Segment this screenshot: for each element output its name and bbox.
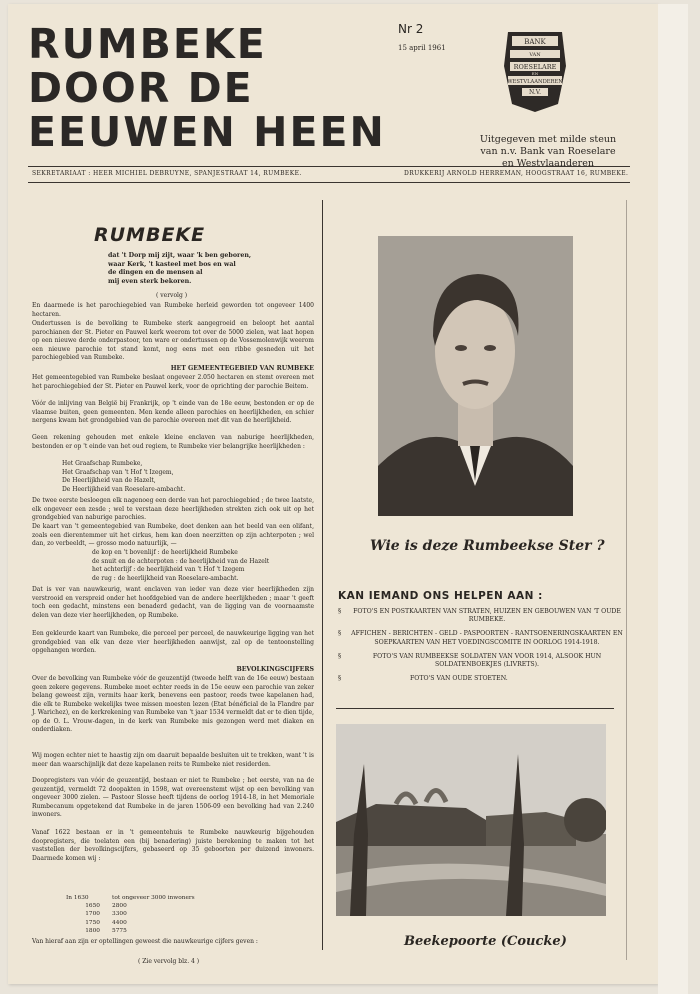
- logo-text-bank: BANK: [524, 38, 546, 46]
- photo-caption: Beekepoorte (Coucke): [404, 934, 567, 949]
- help-item-text: FOTO'S EN POSTKAARTEN VAN STRATEN, HUIZEN EN GEBOUWEN VAN 'T OUDE RUMBEKE.: [353, 608, 621, 624]
- map-line: het achterlijf : de heerlijkheid van 't Hof 't Izegem: [92, 566, 245, 573]
- help-item-text: FOTO'S VAN RUMBEEKSE SOLDATEN VAN VOOR 1914, ALSOOK HUN SOLDATENBOEKJES (LIVRETS).: [372, 652, 602, 669]
- article-title: RUMBEKE: [94, 224, 206, 246]
- logo-text-en: EN: [531, 71, 539, 76]
- help-item: [338, 675, 624, 683]
- help-request-title: KAN IEMAND ONS HELPEN AAN :: [338, 590, 543, 602]
- motto-line: mij even sterk bekoren.: [108, 277, 192, 285]
- help-item: [338, 608, 624, 624]
- motto-line: dat 't Dorp mij zijt, waar 'k ben geboren,: [108, 252, 252, 259]
- beekepoorte-photo: [336, 724, 606, 916]
- article-motto: [108, 252, 251, 286]
- help-item: [338, 653, 624, 669]
- masthead-line-3: EEUWEN HEEN: [28, 108, 386, 156]
- secretariat-address: SEKRETARIAAT : HEER MICHIEL DEBRUYNE, SPANJESTRAAT 14, RUMBEKE.: [32, 170, 302, 177]
- divider: [336, 708, 614, 709]
- publisher-line-1: Uitgegeven met milde steun: [479, 134, 617, 145]
- continued-on-page: ( Zie vervolg blz. 4 ): [138, 958, 200, 965]
- map-description: [92, 549, 269, 583]
- article-paragraph: Doopregisters van vóór de geuzentijd, bestaan er niet te Rumbeke ; het eerste, van na de geuzentijd, vermeldt 72 doopakten in 1598, wat overeenstemt wijst op een bevolking van ongeveer 3000 zielen. — Pastoor Slosse heeft tijdens de oorlog 1914-18, in het Memoriale Rumbecanum opgetekend dat Rumbeke in de jaren 1506-09 een bevolking had van 2.240 inwoners.: [32, 777, 314, 818]
- article-paragraph: Ondertussen is de bevolking te Rumbeke sterk aangegroeid en beloopt het aantal parochianen der St. Pieter en Pauwel kerk weerom tot over de 5000 zielen, wat laat hopen op een nieuwe derde onderpastoor, ten ware er ondertussen op de Vossemolenwijk weerom een nieuwe parochie tot stand komt, nog eens met een ribbe gesneden uit het parochiegebied van Rumbeke.: [32, 320, 314, 361]
- population-row: 1800 5775: [85, 927, 127, 934]
- help-item: [338, 630, 624, 646]
- map-line: de rug : de heerlijkheid van Roeselare-ambacht.: [92, 574, 239, 582]
- bank-logo: [500, 26, 570, 116]
- article-paragraph: Het gemeentegebied van Rumbeke beslaat ongeveer 2.050 hectaren en stemt overeen met het parochiegebied der St. Pieter en Pauwel kerk, voor de oprichting der parochie Beitem.: [32, 374, 314, 390]
- column-divider: [322, 200, 323, 950]
- help-item-text: AFFICHEN - BERICHTEN - GELD - PASPOORTEN - RANTSOENERINGSKAARTEN EN SOEPKAARTEN VAN HET VOEDINGSCOMITE IN OORLOG 1914-1918.: [351, 630, 623, 646]
- population-table: [66, 894, 195, 935]
- article-paragraph: Dat is ver van nauwkeurig, want enclaven van ieder van deze vier heerlijkheden zijn verstrooid en verspreid onder het hoofdgebied van de andere heerlijkheden ; maar 't geeft toch een gedacht, minstens een benaderd gedacht, van de ligging van de voornaamste delen van deze vier heerlijkheden, op Rumbeke.: [32, 586, 314, 619]
- article-paragraph: Over de bevolking van Rumbeke vóór de geuzentijd (tweede helft van de 16e eeuw) bestaan geen zekere gegevens. Rumbeke moet echter reeds in de 15e eeuw een parochie van zeker belang geweest zijn, vermits haar kerk, benevens een pastoor, reeds twee kapelanen had, die elk te Rumbeke wekelijks twee missen moesten lezen (Etat bénéficial de la Flandre par J. Warichez), en de kerkrekening van Rumbeke van 't jaar 1534 vermeldt dat er te dien tijde, op de O. L. Vrouw-dagen, in de kerk van Rumbeke mis gezongen werd met diaken en onderdiaken.: [32, 675, 314, 733]
- logo-text-nv: N.V.: [529, 89, 541, 96]
- help-request-list: [338, 608, 624, 689]
- article-paragraph: Een gekleurde kaart van Rumbeke, die perceel per perceel, de nauwkeurige ligging van het grondgebied van elk van deze vier heerlijkheden aanwijst, zal op de tentoonstelling opgehangen worden.: [32, 630, 314, 654]
- issue-date: 15 april 1961: [398, 44, 446, 52]
- logo-text-westvlaanderen: WESTVLAANDEREN: [507, 79, 563, 85]
- masthead-title: [28, 22, 438, 154]
- publisher-line-3: en Westvlaanderen: [502, 158, 594, 169]
- lordship-list: [62, 460, 185, 494]
- article-paragraph: En daarmede is het parochiegebied van Rumbeke herleid geworden tot ongeveer 1400 hectaren.: [32, 302, 314, 318]
- article-paragraph: Van hieraf aan zijn er optellingen geweest die nauwkeurige cijfers geven :: [32, 938, 258, 945]
- logo-text-van: VAN: [529, 52, 541, 58]
- portrait-photo: [378, 236, 573, 516]
- motto-line: de dingen en de mensen al: [108, 269, 203, 277]
- population-row: 1750 4400: [85, 919, 127, 926]
- help-item-text: FOTO'S VAN OUDE STOETEN.: [410, 675, 508, 683]
- article-paragraph: De kaart van 't gemeentegebied van Rumbeke, doet denken aan het beeld van een olifant, zoals een dierentemmer uit het cirkus, hem kan doen neerzitten op zijn achterpoten ; wel dan, zo verbeeldt, — grosso modo natuurlijk, —: [32, 523, 314, 547]
- section-heading: HET GEMEENTEGEBIED VAN RUMBEKE: [170, 365, 314, 372]
- masthead-line-1: RUMBEKE: [28, 20, 267, 68]
- article-paragraph: Vanaf 1622 bestaan er in 't gemeentehuis te Rumbeke nauwkeurig bijgehouden doopregisters, die toelaten een (bij benadering) juiste berekening te maken tot het vaststellen der bevolkingscijfers, gebaseerd op 35 geboorten per duizend inwoners. Daarmede komen wij :: [32, 829, 314, 862]
- page-edge-line: [626, 200, 627, 960]
- population-row: 1650 2800: [85, 903, 127, 910]
- printer-address: DRUKKERIJ ARNOLD HERREMAN, HOOGSTRAAT 16, RUMBEKE.: [404, 170, 629, 177]
- article-paragraph: Vóór de inlijving van België bij Frankrijk, op 't einde van de 18e eeuw, bestonden er op de vlaamse buiten, geen gemeenten. Men kende alleen parochies en heerlijkheden, en schier nergens kwam het grondgebied van de parochie overeen met dit van de heerlijkheid.: [32, 400, 314, 424]
- publisher-line-2: van n.v. Bank van Roeselare: [480, 146, 616, 157]
- map-line: de kop en 't bovenlijf : de heerlijkheid Rumbeke: [92, 549, 238, 556]
- lordship-item: De Heerlijkheid van Roeselare-ambacht.: [62, 485, 186, 493]
- section-mark-icon: §: [338, 675, 342, 683]
- publisher-note: [468, 134, 628, 170]
- motto-line: waar Kerk, 't kasteel met bos en wal: [108, 260, 236, 268]
- divider: [28, 166, 630, 167]
- lordship-item: Het Graafschap Rumbeke,: [62, 460, 143, 467]
- lordship-item: De Heerlijkheid van de Hazelt,: [62, 477, 156, 484]
- masthead-line-2: DOOR DE: [28, 64, 254, 112]
- continued-marker: ( vervolg ): [156, 292, 188, 299]
- divider: [28, 182, 630, 183]
- article-paragraph: Geen rekening gehouden met enkele kleine enclaven van naburige heerlijkheden, bestonden er op 't einde van het oud regiem, te Rumbeke vier belangrijke heerlijkheden :: [32, 434, 314, 450]
- section-heading: BEVOLKINGSCIJFERS: [236, 666, 314, 673]
- population-row: 1700 3300: [85, 911, 127, 918]
- issue-number: Nr 2: [398, 22, 424, 36]
- section-mark-icon: §: [338, 652, 342, 660]
- article-paragraph: Wij mogen echter niet te haastig zijn om daaruit bepaalde besluiten uit te trekken, want 't is meer dan waarschijnlijk dat deze kapelanen reits te Rumbeke niet residerden.: [32, 752, 314, 768]
- lordship-item: Het Graafschap van 't Hof 't Izegem,: [62, 468, 174, 476]
- article-paragraph: De twee eerste besloegen elk nagenoeg een derde van het parochiegebied ; de twee laatste, elk ongeveer een zesde ; wel te verstaan deze heerlijkheden strekten zich ook uit op het grondgebied van naburige parochies.: [32, 497, 314, 521]
- map-line: de snuit en de achterpoten : de heerlijkheid van de Hazelt: [92, 557, 270, 565]
- population-row: In 1630 tot ongeveer 3000 inwoners: [66, 895, 195, 901]
- logo-text-roeselare: ROESELARE: [513, 63, 557, 71]
- section-mark-icon: §: [338, 630, 342, 638]
- photo-question-caption: Wie is deze Rumbeekse Ster ?: [370, 538, 605, 554]
- section-mark-icon: §: [338, 608, 342, 615]
